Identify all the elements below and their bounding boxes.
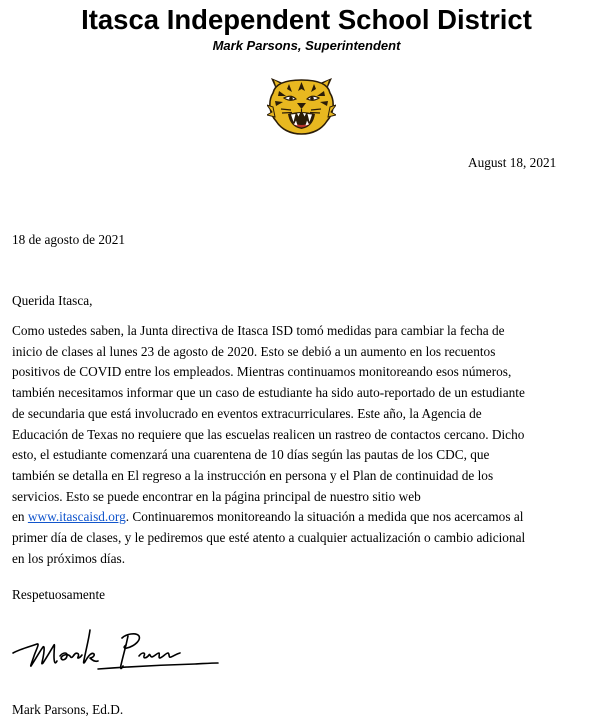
body-line: inicio de clases al lunes 23 de agosto de 2020. Esto se debió a un aumento en los recuentos	[12, 343, 496, 359]
body-line: también necesitamos informar que un caso de estudiante ha sido auto-reportado de un estudiante	[12, 385, 525, 401]
letter-body	[12, 321, 602, 569]
district-website-link[interactable]: www.itascaisd.org	[27, 509, 126, 525]
link-prefix: en	[12, 509, 28, 525]
link-suffix: . Continuaremos monitoreando la situación a medida que nos acercamos al	[125, 509, 524, 525]
tiger-head-icon	[267, 77, 336, 135]
district-title: Itasca Independent School District	[81, 4, 532, 35]
body-line: de secundaria que está involucrado en eventos extracurriculares. Este año, la Agencia de	[12, 405, 482, 421]
superintendent-subtitle: Mark Parsons, Superintendent	[212, 38, 401, 53]
handwritten-signature-icon	[10, 620, 220, 678]
salutation: Querida Itasca,	[12, 293, 93, 308]
body-line: en los próximos días.	[12, 550, 126, 566]
body-line: Educación de Texas no requiere que las escuelas realicen un rastreo de contactos cercano. Dicho	[12, 426, 525, 442]
body-line: Como ustedes saben, la Junta directiva de Itasca ISD tomó medidas para cambiar la fecha de	[12, 323, 505, 338]
body-line: positivos de COVID entre los empleados. Mientras continuamos monitoreando esos números,	[12, 364, 512, 380]
signer-name: Mark Parsons, Ed.D.	[12, 702, 124, 717]
closing: Respetuosamente	[12, 587, 106, 602]
body-line: primer día de clases, y le pediremos que esté atento a cualquier actualización o cambio adicional	[12, 530, 526, 546]
body-line: servicios. Esto se puede encontrar en la página principal de nuestro sitio web	[12, 488, 421, 504]
body-line: esto, el estudiante comenzará una cuarentena de 10 días según las pautas de los CDC, que	[12, 447, 490, 463]
letter-date: August 18, 2021	[468, 155, 557, 170]
body-line: también se detalla en El regreso a la instrucción en persona y el Plan de continuidad de los	[12, 467, 494, 483]
letter-date-spanish: 18 de agosto de 2021	[12, 232, 126, 247]
body-line-with-link	[12, 507, 602, 528]
